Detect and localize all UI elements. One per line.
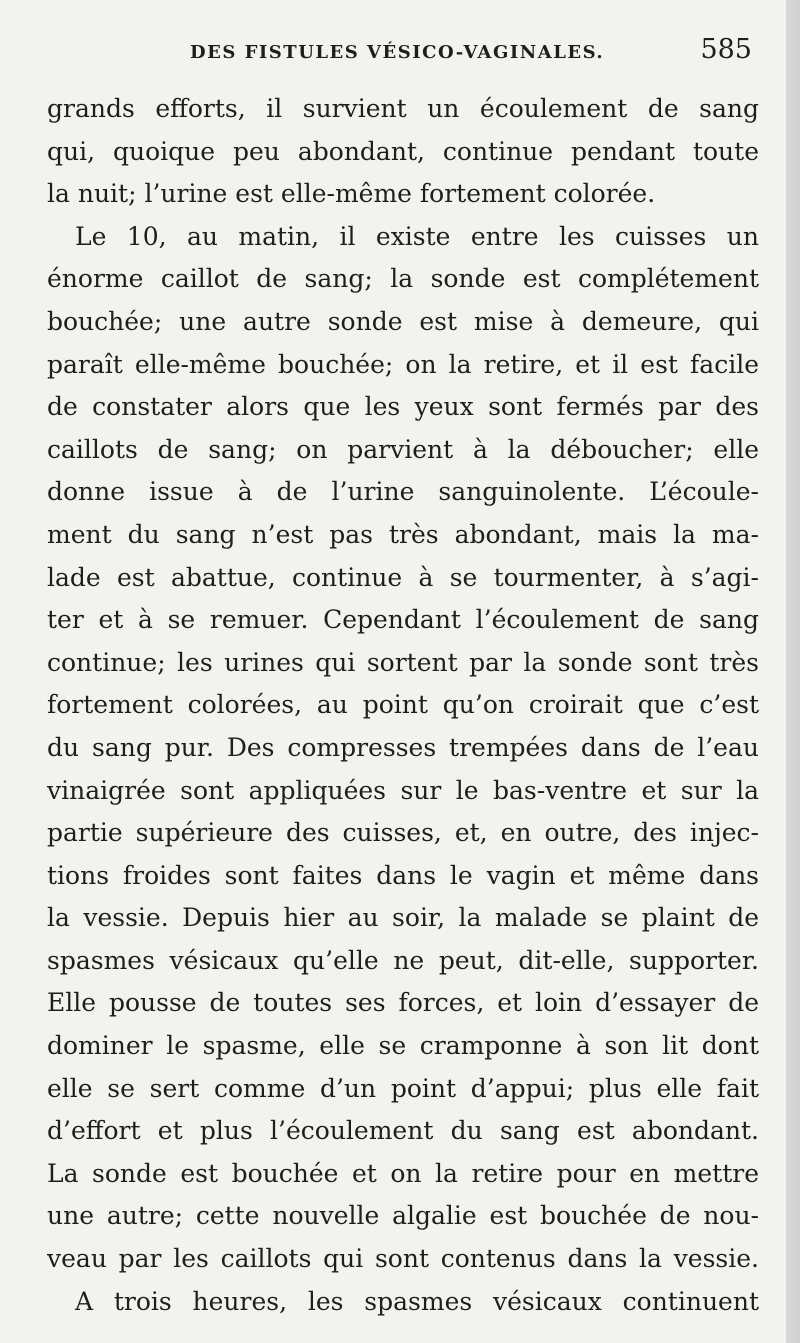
text-line: dominer le spasme, elle se cramponne à son lit dont bbox=[47, 1031, 759, 1061]
text-line: une autre; cette nouvelle algalie est bouchée de nou- bbox=[47, 1201, 759, 1231]
text-line: la nuit; l’urine est elle-même fortement colorée. bbox=[47, 179, 656, 209]
text-line: ment du sang n’est pas très abondant, mais la ma- bbox=[47, 519, 759, 549]
text-line: lade est abattue, continue à se tourmenter, à s’agi- bbox=[47, 562, 759, 592]
text-line: énorme caillot de sang; la sonde est complétement bbox=[47, 264, 759, 294]
text-line: La sonde est bouchée et on la retire pour en mettre bbox=[47, 1158, 759, 1188]
text-line: bouchée; une autre sonde est mise à demeure, qui bbox=[47, 306, 759, 336]
text-line: qui, quoique peu abondant, continue pendant toute bbox=[47, 136, 759, 166]
text-line: donne issue à de l’urine sanguinolente. L’écoule- bbox=[47, 477, 759, 507]
running-head: DES FISTULES VÉSICO-VAGINALES. bbox=[190, 42, 605, 63]
text-line: grands efforts, il survient un écoulement de sang bbox=[47, 94, 759, 123]
text-line: d’effort et plus l’écoulement du sang est abondant. bbox=[47, 1116, 759, 1146]
text-line: du sang pur. Des compresses trempées dans de l’eau bbox=[47, 732, 759, 762]
text-line: Le 10, au matin, il existe entre les cuisses un bbox=[75, 221, 759, 251]
page-edge bbox=[786, 0, 800, 1343]
text-line: vinaigrée sont appliquées sur le bas-ventre et sur la bbox=[47, 775, 759, 805]
text-line: caillots de sang; on parvient à la déboucher; elle bbox=[47, 434, 759, 464]
text-line: partie supérieure des cuisses, et, en outre, des injec- bbox=[47, 818, 759, 848]
body-text bbox=[47, 88, 759, 1323]
text-line: veau par les caillots qui sont contenus dans la vessie. bbox=[47, 1244, 759, 1274]
text-line: la vessie. Depuis hier au soir, la malade se plaint de bbox=[47, 903, 759, 933]
page-number: 585 bbox=[700, 34, 752, 65]
text-line: A trois heures, les spasmes vésicaux continuent bbox=[75, 1286, 759, 1316]
text-line: fortement colorées, au point qu’on croirait que c’est bbox=[47, 690, 759, 720]
text-line: ter et à se remuer. Cependant l’écoulement de sang bbox=[47, 605, 759, 635]
text-line: paraît elle-même bouchée; on la retire, et il est facile bbox=[47, 349, 759, 379]
text-line: spasmes vésicaux qu’elle ne peut, dit-elle, supporter. bbox=[47, 945, 759, 975]
text-line: continue; les urines qui sortent par la sonde sont très bbox=[47, 647, 759, 677]
text-line: elle se sert comme d’un point d’appui; plus elle fait bbox=[47, 1073, 759, 1103]
text-line: Elle pousse de toutes ses forces, et loin d’essayer de bbox=[47, 988, 759, 1018]
page-header bbox=[0, 34, 800, 68]
text-line: tions froides sont faites dans le vagin et même dans bbox=[47, 860, 759, 890]
text-line: de constater alors que les yeux sont fermés par des bbox=[47, 392, 759, 422]
